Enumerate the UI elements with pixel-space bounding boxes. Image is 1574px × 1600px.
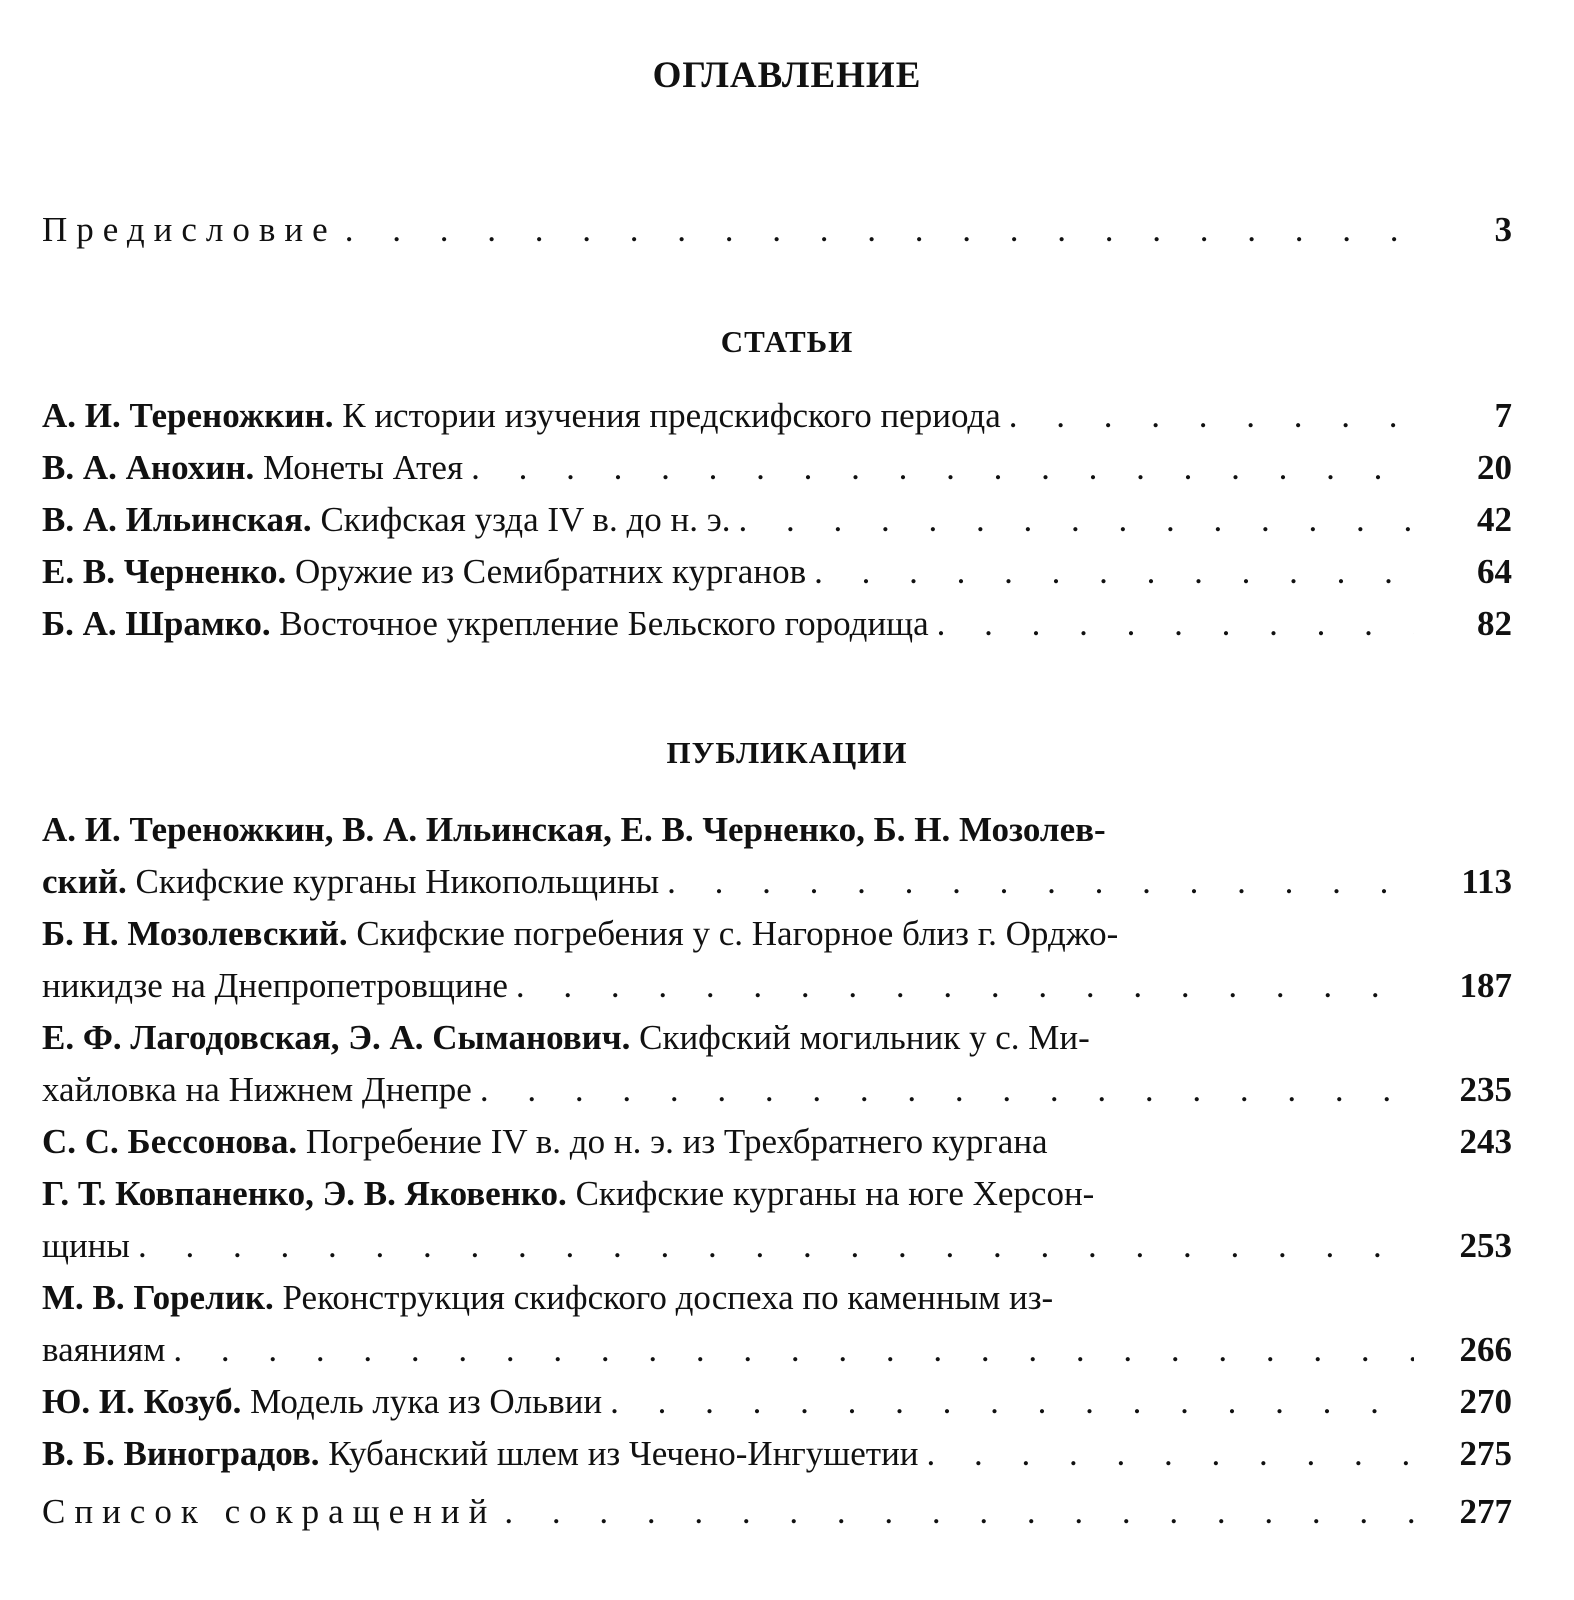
toc-line-body <box>42 598 1414 650</box>
toc-line <box>42 494 1512 546</box>
toc-entry-publications-4 <box>42 1116 1512 1168</box>
toc-line-body <box>42 1272 1414 1324</box>
dot-leader <box>937 598 1414 650</box>
page-number: 42 <box>1477 500 1512 539</box>
dot-leader <box>814 546 1414 598</box>
toc-entry-publications-3 <box>42 1012 1512 1116</box>
toc-line-body <box>42 1012 1414 1064</box>
toc-line <box>42 1486 1512 1538</box>
toc-line <box>42 442 1512 494</box>
toc-line-body <box>42 1116 1414 1168</box>
entry-title: Реконструкция скифского доспеха по каменным из- <box>282 1278 1054 1317</box>
entry-title: Оружие из Семибратних курганов <box>294 552 807 591</box>
page-number: 113 <box>1461 862 1512 901</box>
toc-entry-articles-3 <box>42 494 1512 546</box>
page-number: 253 <box>1459 1226 1512 1265</box>
page-number: 3 <box>1494 210 1512 249</box>
toc-line-body <box>42 1324 1414 1376</box>
dot-leader <box>927 1428 1414 1480</box>
dot-leader <box>480 1064 1414 1116</box>
toc-line-body <box>42 1064 1414 1116</box>
toc-entry-publications-6 <box>42 1272 1512 1376</box>
toc-line <box>42 1324 1512 1376</box>
toc-line-body <box>42 546 1414 598</box>
section-title-publications: ПУБЛИКАЦИИ <box>666 735 908 770</box>
entry-title: Восточное укрепление Бельского городища <box>279 604 929 643</box>
entry-author: Б. Н. Мозолевский. <box>42 914 348 953</box>
entry-title: щины <box>42 1226 130 1265</box>
dot-leader <box>516 960 1414 1012</box>
page-number: 277 <box>1459 1492 1512 1531</box>
entry-author: В. А. Анохин. <box>42 448 255 487</box>
toc-entry-publications-8 <box>42 1428 1512 1480</box>
toc-line <box>42 1168 1512 1220</box>
entry-author: В. Б. Виноградов. <box>42 1434 320 1473</box>
entry-title: К истории изучения предскифского периода <box>342 396 1001 435</box>
dot-leader <box>138 1220 1414 1272</box>
toc-line <box>42 908 1512 960</box>
toc-entry-articles-5 <box>42 598 1512 650</box>
page-number: 243 <box>1459 1122 1512 1161</box>
toc-line <box>42 598 1512 650</box>
page-number: 275 <box>1459 1434 1512 1473</box>
toc-line-body <box>42 442 1414 494</box>
dot-leader <box>173 1324 1414 1376</box>
dot-leader <box>610 1376 1414 1428</box>
section-title-articles: СТАТЬИ <box>720 324 854 359</box>
entry-title: Монеты Атея <box>263 448 464 487</box>
dot-leader <box>345 204 1414 256</box>
entry-author: В. А. Ильинская. <box>42 500 312 539</box>
toc-line <box>42 204 1512 256</box>
toc-line <box>42 390 1512 442</box>
toc-line <box>42 1064 1512 1116</box>
preface-title: Предисловие <box>42 210 337 249</box>
entry-title: Модель лука из Ольвии <box>250 1382 603 1421</box>
toc-entry-articles-4 <box>42 546 1512 598</box>
page-number: 7 <box>1494 396 1512 435</box>
entry-author: Е. Ф. Лагодовская, Э. А. Сыманович. <box>42 1018 631 1057</box>
toc-line <box>42 804 1512 856</box>
page-number: 20 <box>1477 448 1512 487</box>
entry-title: Скифские погребения у с. Нагорное близ г. Орджо- <box>356 914 1119 953</box>
entry-author: Е. В. Черненко. <box>42 552 287 591</box>
entry-title: Погребение IV в. до н. э. из Трехбратнего кургана <box>305 1122 1048 1161</box>
page-number: 235 <box>1459 1070 1512 1109</box>
entry-title: ваяниям <box>42 1330 166 1369</box>
page-number: 270 <box>1459 1382 1512 1421</box>
entry-author: С. С. Бессонова. <box>42 1122 298 1161</box>
toc-line <box>42 1272 1512 1324</box>
entry-author: М. В. Горелик. <box>42 1278 274 1317</box>
toc-entry-publications-7 <box>42 1376 1512 1428</box>
entry-title: Кубанский шлем из Чечено-Ингушетии <box>328 1434 919 1473</box>
entry-author: ский. <box>42 862 127 901</box>
toc-line <box>42 1376 1512 1428</box>
toc-line-body <box>42 390 1414 442</box>
toc-entry-articles-2 <box>42 442 1512 494</box>
dot-leader <box>471 442 1414 494</box>
dot-leader <box>1009 390 1414 442</box>
page-number: 64 <box>1477 552 1512 591</box>
toc-line-body <box>42 1428 1414 1480</box>
entry-title: никидзе на Днепропетровщине <box>42 966 508 1005</box>
page-title: ОГЛАВЛЕНИЕ <box>652 55 922 96</box>
toc-line <box>42 1116 1512 1168</box>
page-number: 82 <box>1477 604 1512 643</box>
dot-leader <box>739 494 1414 546</box>
toc-line-body <box>42 204 1414 256</box>
toc-line-body <box>42 1168 1414 1220</box>
dot-leader <box>667 856 1414 908</box>
toc-entry-abbreviations <box>42 1486 1512 1538</box>
entry-author: Б. А. Шрамко. <box>42 604 271 643</box>
abbreviations-title: Список сокращений <box>42 1492 497 1531</box>
entry-title: Скифские курганы Никопольщины <box>135 862 660 901</box>
entry-author: А. И. Тереножкин. <box>42 396 334 435</box>
toc-entry-preface <box>42 204 1512 256</box>
toc-line-body <box>42 804 1414 856</box>
toc-line-body <box>42 1376 1414 1428</box>
toc-line <box>42 546 1512 598</box>
toc-line <box>42 1220 1512 1272</box>
toc-line-body <box>42 856 1414 908</box>
page-number: 187 <box>1459 966 1512 1005</box>
entry-title: Скифский могильник у с. Ми- <box>639 1018 1090 1057</box>
toc-line-body <box>42 1220 1414 1272</box>
toc-line <box>42 856 1512 908</box>
toc-line <box>42 1428 1512 1480</box>
toc-entry-articles-1 <box>42 390 1512 442</box>
toc-entry-publications-5 <box>42 1168 1512 1272</box>
toc-entry-publications-2 <box>42 908 1512 1012</box>
entry-author: Ю. И. Козуб. <box>42 1382 242 1421</box>
toc-line-body <box>42 960 1414 1012</box>
entry-title: Скифские курганы на юге Херсон- <box>575 1174 1095 1213</box>
entry-author: Г. Т. Ковпаненко, Э. В. Яковенко. <box>42 1174 567 1213</box>
entry-author: А. И. Тереножкин, В. А. Ильинская, Е. В. Черненко, Б. Н. Мозолев- <box>42 810 1106 849</box>
toc-entry-publications-1 <box>42 804 1512 908</box>
toc-line-body <box>42 1486 1414 1538</box>
toc-line <box>42 960 1512 1012</box>
entry-title: хайловка на Нижнем Днепре <box>42 1070 472 1109</box>
dot-leader <box>504 1486 1414 1538</box>
toc-line-body <box>42 494 1414 546</box>
toc-line-body <box>42 908 1414 960</box>
entry-title: Скифская узда IV в. до н. э. <box>320 500 731 539</box>
page-number: 266 <box>1459 1330 1512 1369</box>
toc-line <box>42 1012 1512 1064</box>
